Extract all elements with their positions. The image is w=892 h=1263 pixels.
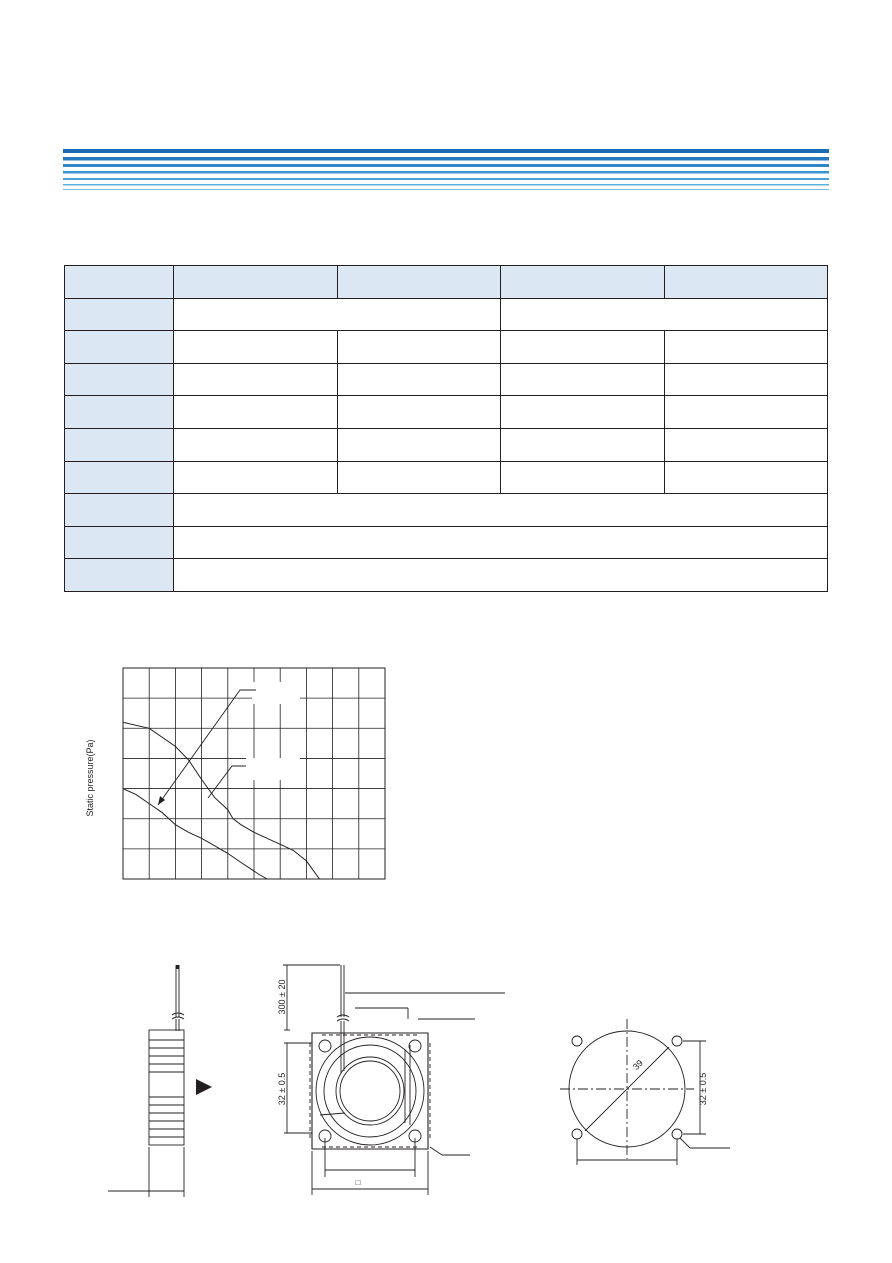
row-header-cell bbox=[65, 363, 174, 396]
row-header-cell bbox=[65, 298, 174, 331]
dim-cable-length: 300 ± 20 bbox=[277, 979, 287, 1015]
dim-cutout-diameter: 39 bbox=[630, 1057, 645, 1072]
row-header-cell bbox=[65, 396, 174, 429]
table-header-row bbox=[65, 266, 828, 299]
row-header-cell bbox=[65, 331, 174, 364]
front-view bbox=[283, 965, 505, 1195]
table-row bbox=[65, 331, 828, 364]
table-cell bbox=[665, 331, 828, 364]
row-header-cell bbox=[65, 428, 174, 461]
table-row bbox=[65, 298, 828, 331]
header-cell bbox=[501, 266, 665, 299]
table-row bbox=[65, 494, 828, 527]
table-cell bbox=[665, 363, 828, 396]
table-cell bbox=[174, 461, 338, 494]
row-header-cell bbox=[65, 559, 174, 592]
side-view bbox=[108, 965, 184, 1197]
header-cell bbox=[665, 266, 828, 299]
table-cell bbox=[665, 461, 828, 494]
table-row bbox=[65, 428, 828, 461]
table-cell bbox=[174, 363, 338, 396]
table-row bbox=[65, 396, 828, 429]
table-cell bbox=[338, 396, 501, 429]
table-cell bbox=[338, 428, 501, 461]
table-cell bbox=[338, 363, 501, 396]
header-cell bbox=[65, 266, 174, 299]
table-cell bbox=[174, 331, 338, 364]
chart-series bbox=[123, 722, 320, 879]
pressure-flow-chart bbox=[80, 660, 400, 890]
table-cell bbox=[501, 396, 665, 429]
callout-leader bbox=[208, 766, 246, 798]
dim-hole-pitch-side: 32 ± 0.5 bbox=[277, 1072, 287, 1106]
series-line-2 bbox=[123, 722, 320, 879]
table-row bbox=[65, 559, 828, 592]
table-cell bbox=[501, 363, 665, 396]
row-header-cell bbox=[65, 494, 174, 527]
square-symbol: □ bbox=[355, 1178, 361, 1187]
table-cell bbox=[501, 461, 665, 494]
table-row bbox=[65, 363, 828, 396]
callout-box bbox=[246, 758, 300, 780]
y-axis-label: Static pressure(Pa) bbox=[85, 739, 95, 817]
table-cell bbox=[174, 396, 338, 429]
dimension-drawings bbox=[100, 955, 760, 1205]
dim-hole-pitch-cutout: 32 ± 0.5 bbox=[698, 1072, 708, 1106]
table-cell bbox=[501, 428, 665, 461]
lead-wire-end bbox=[176, 965, 179, 969]
callout-box bbox=[252, 682, 300, 704]
table-cell bbox=[665, 396, 828, 429]
header-cell bbox=[338, 266, 501, 299]
table-cell bbox=[338, 461, 501, 494]
row-header-cell bbox=[65, 461, 174, 494]
airflow-direction-icon bbox=[196, 1079, 212, 1095]
table-cell bbox=[174, 298, 501, 331]
row-header-cell bbox=[65, 526, 174, 559]
table-cell bbox=[174, 494, 828, 527]
table-cell bbox=[174, 526, 828, 559]
header-cell bbox=[174, 266, 338, 299]
table-row bbox=[65, 461, 828, 494]
table-cell bbox=[338, 331, 501, 364]
table-cell bbox=[501, 298, 828, 331]
table-cell bbox=[174, 559, 828, 592]
table-cell bbox=[174, 428, 338, 461]
table-cell bbox=[501, 331, 665, 364]
table-row bbox=[65, 526, 828, 559]
table-cell bbox=[665, 428, 828, 461]
header-stripes bbox=[63, 149, 829, 191]
spec-table bbox=[64, 265, 828, 592]
series-line-1 bbox=[123, 789, 267, 879]
